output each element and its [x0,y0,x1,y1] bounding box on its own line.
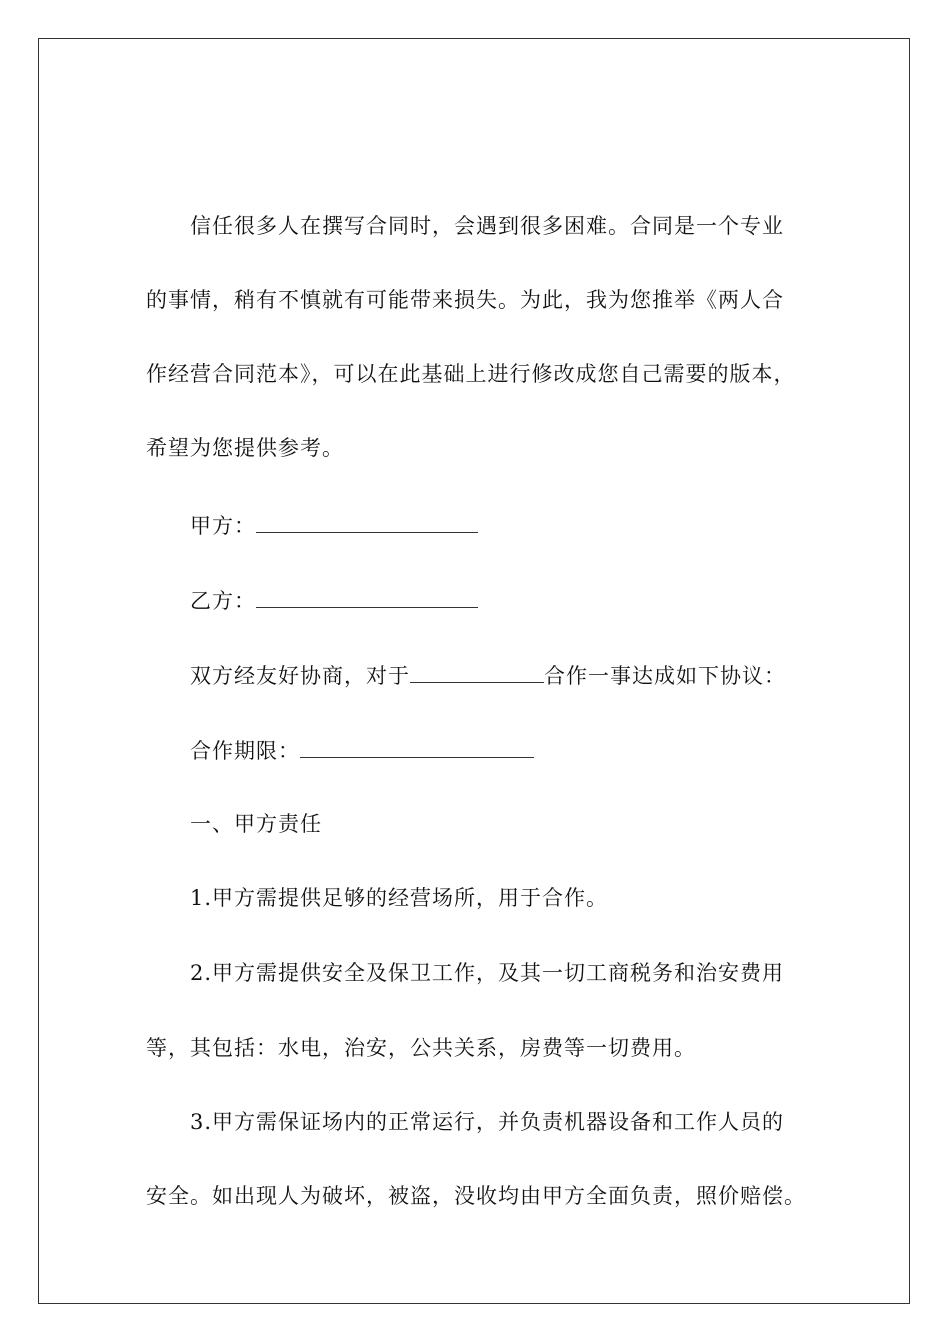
term-row [190,735,534,765]
party-a-label: 甲方： [190,514,256,538]
clause-2-line-1: 2.甲方需提供安全及保卫工作，及其一切工商税务和治安费用 [190,961,785,985]
party-b-label: 乙方： [190,589,256,613]
party-a-blank [256,510,478,533]
intro-line-3: 作经营合同范本》，可以在此基础上进行修改成您自己需要的版本， [146,362,796,386]
term-label: 合作期限： [190,739,300,763]
agreement-row [190,660,786,690]
clause-2-line-2: 等，其包括：水电，治安，公共关系，房费等一切费用。 [146,1036,696,1060]
term-blank [300,735,534,758]
clause-1: 1.甲方需提供足够的经营场所，用于合作。 [190,886,609,910]
party-b-row [190,585,478,615]
agreement-blank [410,660,544,683]
intro-line-2: 的事情，稍有不慎就有可能带来损失。为此，我为您推举《两人合 [146,288,784,312]
party-a-row [190,510,478,540]
intro-line-1: 信任很多人在撰写合同时，会遇到很多困难。合同是一个专业 [190,214,784,238]
section-title: 一、甲方责任 [190,812,322,836]
agreement-prefix: 双方经友好协商，对于 [190,664,410,688]
clause-3-line-1: 3.甲方需保证场内的正常运行，并负责机器设备和工作人员的 [190,1110,785,1134]
intro-line-4: 希望为您提供参考。 [146,436,344,460]
clause-3-line-2: 安全。如出现人为破坏，被盗，没收均由甲方全面负责，照价赔偿。 [146,1184,806,1208]
party-b-blank [256,585,478,608]
agreement-suffix: 合作一事达成如下协议： [544,664,786,688]
